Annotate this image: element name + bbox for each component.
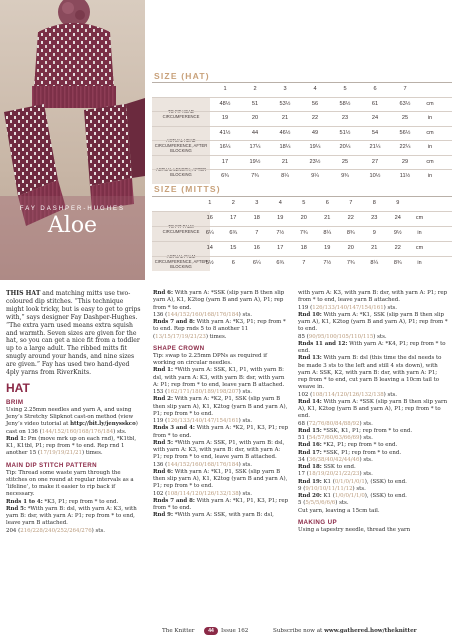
size-mitts-heading: SIZE (MITTS): [154, 184, 221, 194]
size-value: 41½: [219, 129, 231, 136]
unit-label: cm: [426, 100, 434, 107]
unit-label: in: [427, 144, 433, 150]
size-value: 23: [341, 115, 349, 121]
size-value: 6¾: [229, 230, 238, 236]
size-value: 8¼: [323, 230, 332, 236]
crown-rnd-6: Rnd 6: With yarn A: *K1, P1, SSK (slip yarn B then slip yarn A), K1, K2tog (yarn B and yarn A), P1; rep from * to end.: [153, 468, 288, 490]
crown-rnd-20-count: 5 (5/5/5/6/6/6) sts.: [298, 500, 349, 507]
row-label: TO FIT HEAD CIRCUMFERENCE: [162, 109, 200, 119]
size-number: 1: [208, 200, 212, 206]
size-number: 1: [223, 86, 227, 92]
size-value: 27: [371, 158, 379, 165]
size-row: [152, 226, 452, 241]
size-value: 7¾: [299, 230, 308, 236]
unit-label: cm: [426, 129, 434, 136]
size-value: 22¼: [399, 144, 411, 150]
row-label: ACTUAL HEAD CIRCUMFERENCE, AFTER BLOCKING: [154, 138, 208, 153]
crown-rnd-15: Rnd 15: *SSK, K1, P1; rep from * to end.: [298, 427, 413, 434]
size-value: 8¼: [281, 173, 289, 179]
size-value: 19½: [249, 158, 261, 165]
size-value: 53½: [279, 100, 291, 107]
size-value: 19: [324, 245, 331, 251]
size-value: 17: [221, 158, 229, 165]
crown-rnd-13-count: 102 (108/114/120/126/132/138) sts.: [298, 391, 398, 398]
crown-rnd-5-count: 136 (144/152/160/168/176/184) sts.: [153, 461, 253, 468]
main-rnd-5-count: 204 (216/228/240/252/264/276) sts.: [6, 527, 106, 534]
cut-yarn-text: Cut yarn, leaving a 15cm tail.: [298, 507, 380, 514]
size-row: [152, 140, 452, 155]
size-header-row: [152, 196, 452, 211]
size-value: 25: [401, 115, 409, 121]
issue-number: Issue 162: [221, 628, 249, 634]
size-value: 16¼: [219, 144, 231, 150]
hat-body: [34, 23, 114, 88]
size-value: 24: [371, 115, 379, 121]
size-value: 7½: [323, 260, 332, 266]
size-row: [152, 111, 452, 126]
size-value: 54: [371, 129, 379, 136]
size-value: 8¾: [393, 260, 402, 266]
making-up-heading: MAKING UP: [298, 518, 338, 526]
size-value: 20: [300, 215, 307, 221]
crown-rnds-3-4: Rnds 3 and 4: With yarn A: *K2, P1, K3, P1; rep from * to end.: [153, 425, 289, 439]
size-value: 6¾: [276, 260, 285, 266]
brim-heading: BRIM: [6, 398, 24, 406]
shape-crown-heading: SHAPE CROWN: [153, 344, 205, 352]
crown-rnd-18: Rnd 18: SSK to end.: [298, 464, 356, 470]
crown-rnd-17: Rnd 17: *SSK, P1; rep from * to end.: [298, 449, 402, 456]
crown-rnd-14-count: 68 (72/76/80/84/88/92) sts.: [298, 420, 373, 427]
size-hat-heading: SIZE (HAT): [154, 71, 210, 81]
size-number: 4: [278, 200, 282, 206]
size-number: 4: [313, 86, 317, 92]
hat-and-mitts-illustration: [0, 0, 145, 280]
crown-rnd-10-count: 85 (90/95/100/105/110/115) sts.: [298, 333, 387, 340]
crown-rnd-9-cont: with yarn A: K3, with yarn B: dsr, with yarn A: P1; rep from * to end, leave yarn B attached.: [298, 290, 448, 304]
subscribe-line: Subscribe now at www.gathered.how/theknitter: [273, 628, 417, 634]
main-rnds-1-4: Rnds 1 to 4: *K3, P1; rep from * to end.: [6, 498, 119, 505]
size-value: 21: [324, 215, 331, 221]
row-label: TO FIT PALM CIRCUMFERENCE: [162, 224, 200, 234]
unit-label: in: [417, 230, 422, 236]
size-value: 44: [251, 129, 259, 136]
size-value: 23½: [309, 158, 321, 165]
size-number: 7: [403, 86, 407, 92]
row-label: ACTUAL LENGTH, AFTER BLOCKING: [155, 167, 207, 177]
size-number: 9: [396, 200, 400, 206]
size-header-row: [152, 82, 452, 97]
size-number: 2: [253, 86, 257, 92]
size-value: 22: [311, 115, 319, 121]
size-value: 14: [206, 245, 213, 251]
size-value: 22: [347, 215, 354, 221]
size-value: 10½: [369, 173, 381, 179]
size-value: 25: [341, 158, 349, 165]
right-mitt: [84, 104, 132, 186]
designer-name: FAY DASHPER-HUGHES: [19, 206, 126, 212]
intro-paragraph: THIS HAT and matching mitts use two-coloured dip stitches. “This technique might look tricky, but is easy to get to grips with,” says designer Fay Dashper-Hughes. “The extra yarn used means extra squish and warmth. Seven sizes are given for the hat, so you can get a nice fit from a toddler up to a large adult. The ribbed mitts fit snugly around your hands, and nine sizes are given.” Fay has used two hand-dyed 4ply yarns from RiverKnits.: [6, 290, 141, 377]
crown-rnds-11-12: Rnds 11 and 12: With yarn A: *K4, P1; rep from * to end.: [298, 340, 446, 354]
size-number: 3: [283, 86, 287, 92]
size-value: 21¼: [369, 144, 381, 150]
size-row: [152, 256, 452, 271]
size-value: 9¼: [311, 173, 319, 179]
size-number: 6: [373, 86, 377, 92]
size-value: 7: [255, 230, 259, 236]
size-number: 3: [255, 200, 259, 206]
size-value: 7½: [276, 230, 285, 236]
size-value: 61: [371, 100, 379, 107]
size-row: [152, 169, 452, 184]
text-column-3: [298, 290, 448, 534]
size-value: 16: [253, 245, 260, 251]
size-value: 56: [311, 100, 319, 107]
size-value: 20¼: [339, 144, 351, 150]
size-value: 15: [230, 245, 237, 251]
crown-rnd-19: Rnd 19: K1 (0/1/0/1/0/1), (SSK) to end.: [298, 478, 407, 485]
size-value: 6¾: [221, 173, 229, 179]
row-label: ACTUAL PALM CIRCUMFERENCE, AFTER BLOCKING: [154, 254, 208, 269]
crown-rnd-16: Rnd 16: *K2, P1; rep from * to end.: [298, 442, 398, 449]
magazine-name: The Knitter: [162, 628, 195, 634]
size-value: 8¾: [346, 230, 355, 236]
crown-tip: Tip: swap to 2.25mm DPNs as required if working on circular needles.: [153, 352, 268, 366]
crown-rnd-5: Rnd 5: *With yarn A: SSK, P1, with yarn B: dsl, with yarn A: K3, with yarn B: dsr, with yarn A: P1; rep from * to end, leave yarn B attached.: [153, 439, 285, 461]
making-up-text: Using a tapestry needle, thread the yarn: [298, 526, 411, 533]
size-value: 9: [372, 230, 376, 236]
brim-text: Using 2.25mm needles and yarn A, and using Jeny’s Stretchy Slipknot cast-on method (view Jeny’s video tutorial at http://bit.ly/jenysskco) cast on 136 (144/152/160/168/176/184) sts.: [6, 406, 138, 435]
size-value: 7¾: [251, 173, 259, 179]
size-value: 29: [401, 158, 409, 165]
size-value: 51½: [339, 129, 351, 136]
size-value: 7: [302, 260, 306, 266]
size-value: 20: [251, 115, 259, 121]
pattern-title: Aloe: [47, 213, 98, 238]
pattern-photo: [0, 0, 145, 280]
size-value: 17: [277, 245, 284, 251]
unit-label: in: [417, 260, 422, 266]
main-dip-stitch-heading: MAIN DIP STITCH PATTERN: [6, 461, 98, 469]
crown-rnds-7-8: Rnds 7 and 8: With yarn A: *K1, P1, K3, P1; rep from * to end.: [153, 497, 289, 511]
size-number: 8: [372, 200, 376, 206]
size-number: 5: [302, 200, 306, 206]
size-value: 17¼: [249, 144, 261, 150]
size-value: 7¾: [346, 260, 355, 266]
size-value: 9¾: [341, 173, 349, 179]
crown-rnd-1: Rnd 1: *With yarn A: SSK, K1, P1, with yarn B: dsl, with yarn A: K3, with yarn B: dsr, with yarn A: P1; rep from * to end, leave yarn B attached.: [153, 367, 285, 388]
size-number: 5: [343, 86, 347, 92]
page-number-badge: 44: [204, 627, 218, 635]
size-value: 8¼: [370, 260, 379, 266]
crown-rnd-2-count: 119 (126/133/140/147/154/161) sts.: [153, 418, 253, 424]
unit-label: cm: [415, 245, 424, 251]
size-value: 49: [311, 129, 319, 136]
hat-heading: HAT: [6, 380, 30, 395]
video-link[interactable]: http://bit.ly/jenysskco: [70, 421, 136, 428]
size-value: 19¼: [309, 144, 321, 150]
text-column-2: [153, 290, 291, 520]
crown-rnd-9-count: 119 (126/133/140/147/154/161) sts.: [298, 304, 398, 311]
size-number: 2: [231, 200, 235, 206]
main-rnd-6-count: 136 (144/152/160/168/176/184) sts.: [153, 311, 253, 318]
size-value: 21: [371, 245, 378, 251]
unit-label: in: [427, 115, 433, 121]
crown-rnd-1-count: 153 (162/171/180/189/198/207) sts.: [153, 389, 253, 395]
page-footer: [0, 626, 452, 638]
crown-rnd-10: Rnd 10: With yarn A: *K1, SSK (slip yarn B then slip yarn A), K1, K2tog (yarn B and yarn A), P1; rep from * to end.: [298, 311, 448, 333]
main-rnds-7-8: Rnds 7 and 8: With yarn A: *K3, P1; rep from * to end. Rep rnds 5 to 8 another 11 (13/15/17/19/21/23) times.: [153, 319, 286, 340]
size-value: 16: [206, 215, 213, 221]
crown-rnd-20: Rnd 20: K1 (1/0/0/1/1/0), (SSK) to end.: [298, 493, 407, 499]
crown-rnd-17-count: 34 (36/38/40/42/44/46) sts.: [298, 456, 373, 463]
size-number: 6: [325, 200, 329, 206]
size-value: 22: [394, 245, 401, 251]
size-number: 7: [349, 200, 353, 206]
size-value: 6¼: [205, 230, 214, 236]
size-value: 21: [281, 115, 289, 121]
crown-rnd-19-count: 9 (9/10/10/11/11/12) sts.: [298, 485, 366, 492]
hat-brim: [32, 86, 116, 108]
unit-label: cm: [426, 158, 434, 165]
size-value: 20: [347, 245, 354, 251]
main-rnd-6: Rnd 6: With yarn A: *SSK (slip yarn B then slip yarn A), K1, K2tog (yarn B and yarn A), P1; rep from * to end.: [153, 290, 285, 311]
crown-rnd-14: Rnd 14: With yarn A: *SSK (slip yarn B then slip yarn A), K1, K2tog (yarn B and yarn A), P1; rep from * to end.: [298, 398, 448, 420]
size-value: 18¼: [279, 144, 291, 150]
size-value: 5½: [205, 260, 214, 266]
crown-rnd-6-count: 102 (108/114/120/126/132/138) sts.: [153, 490, 253, 497]
subscribe-link[interactable]: www.gathered.how/theknitter: [324, 628, 417, 634]
size-value: 21: [281, 158, 289, 165]
size-value: 63½: [399, 100, 411, 107]
size-value: 6¼: [252, 260, 261, 266]
left-mitt: [4, 104, 58, 196]
crown-rnd-13: Rnd 13: With yarn B: dsl (this time the dsl needs to be made 3 sts to the left and still 4 sts down), with yarn A: SSK, K2, with yarn B: dsr, with yarn A: P1; rep from * to end, cut yarn B leaving a 10cm tail to weave in.: [298, 355, 442, 391]
size-value: 46½: [279, 129, 291, 136]
size-value: 56½: [399, 129, 411, 136]
text-column-1: [6, 290, 142, 535]
size-value: 51: [251, 100, 259, 107]
size-value: 9½: [393, 230, 402, 236]
size-value: 58½: [339, 100, 351, 107]
size-value: 23: [371, 215, 378, 221]
size-value: 19: [277, 215, 284, 221]
size-value: 11½: [399, 173, 411, 179]
size-value: 19: [221, 115, 229, 121]
size-value: 18: [253, 215, 260, 221]
crown-rnd-2: Rnd 2: With yarn A: *K2, P1, SSK (slip yarn B then slip yarn A), K1, K2tog (yarn B and yarn A), P1; rep from * to end.: [153, 396, 288, 417]
size-value: 17: [230, 215, 237, 221]
size-value: 24: [394, 215, 401, 221]
crown-rnd-15-count: 51 (54/57/60/63/66/69) sts.: [298, 435, 373, 441]
size-value: 48½: [219, 100, 231, 107]
size-value: 18: [300, 245, 307, 251]
unit-label: in: [427, 173, 433, 179]
main-rnd-5: Rnd 5: *With yarn B: dsl, with yarn A: K3, with yarn B: dsr, with yarn A: P1; rep from * to end, leave yarn B attached.: [6, 505, 137, 527]
lifeline-tip: Tip: Thread some waste yarn through the stitches on one round at regular intervals as a ‘lifeline’, to make it easier to rip back if necessary.: [6, 469, 134, 498]
size-value: 6: [231, 260, 235, 266]
crown-rnd-9: Rnd 9: *With yarn A: SSK, with yarn B: dsl,: [153, 512, 274, 519]
brim-rnd-1: Rnd 1: Pm (move mrk up on each rnd), *K1tbl, K1, K1tbl, P1; rep from * to end. Rep rnd 1 another 15 (17/19/19/21/21) times.: [6, 435, 137, 457]
unit-label: cm: [415, 215, 424, 221]
crown-rnd-18-count: 17 (18/19/20/21/22/23) sts.: [298, 471, 373, 478]
